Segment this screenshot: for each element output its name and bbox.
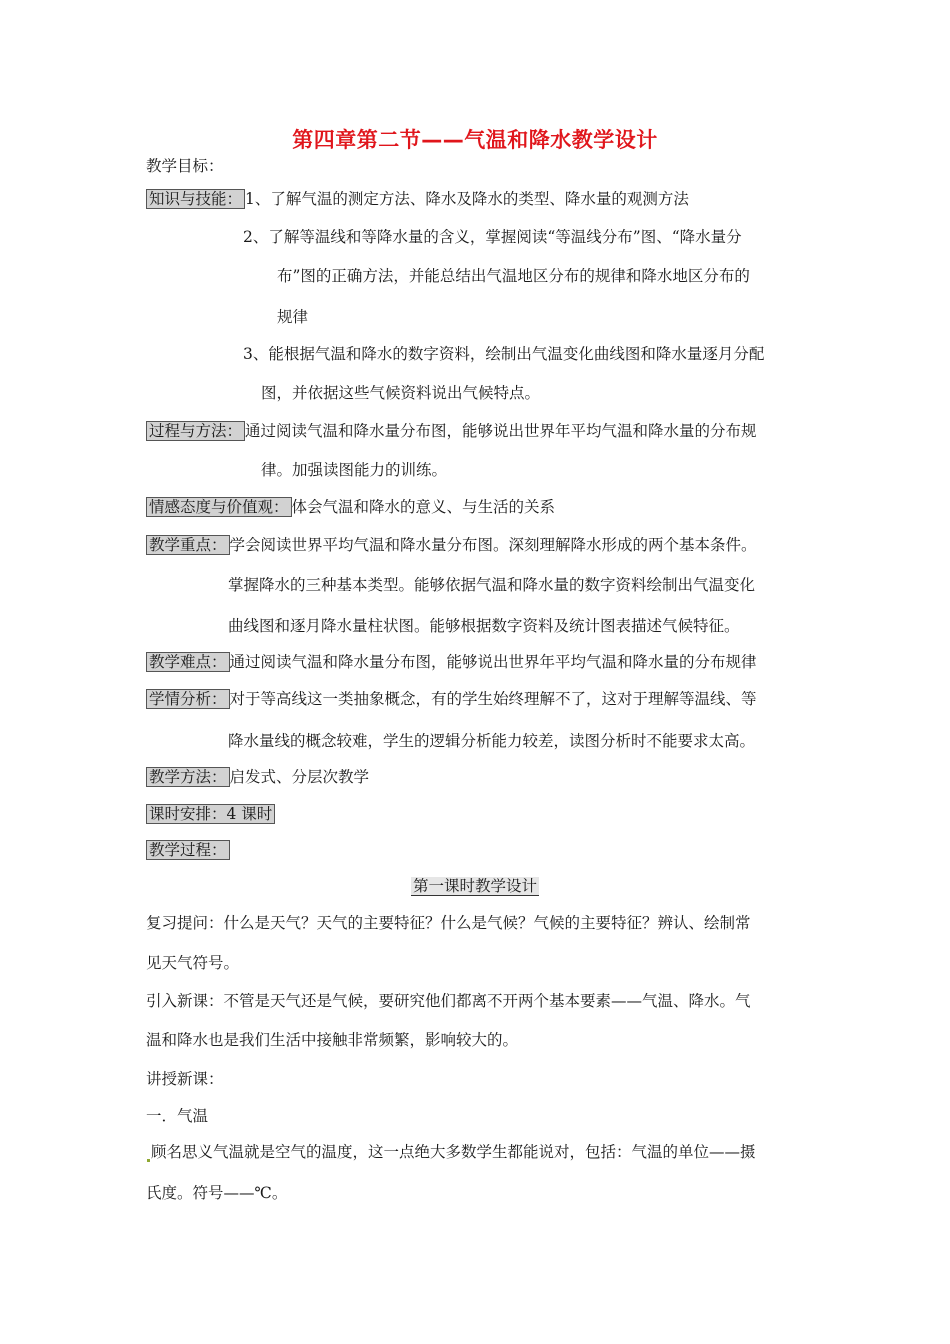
knowledge-item-2-line-1: 2、了解等温线和等降水量的含义，掌握阅读“等温线分布”图、“降水量分 bbox=[243, 228, 742, 246]
key-points-line-3: 曲线图和逐月降水量柱状图。能够根据数字资料及统计图表描述气候特征。 bbox=[228, 617, 740, 635]
edit-mark-icon bbox=[147, 1159, 150, 1162]
process-label: 过程与方法： bbox=[146, 421, 245, 441]
emotion-text: 体会气温和降水的意义、与生活的关系 bbox=[291, 498, 556, 516]
schedule-label: 课时安排：4 课时 bbox=[146, 804, 275, 824]
knowledge-item-3-line-1: 3、能根据气温和降水的数字资料，绘制出气温变化曲线图和降水量逐月分配 bbox=[243, 345, 765, 363]
difficulty-label: 教学难点： bbox=[146, 652, 230, 672]
knowledge-item-1: 1、了解气温的测定方法、降水及降水的类型、降水量的观测方法 bbox=[245, 190, 689, 208]
knowledge-item-3-line-2: 图，并依据这些气候资料说出气候特点。 bbox=[261, 384, 541, 402]
intro-line-1: 引入新课：不管是天气还是气候，要研究他们都离不开两个基本要素——气温、降水。气 bbox=[146, 992, 751, 1010]
key-points-label: 教学重点： bbox=[146, 535, 230, 555]
intro-line-2: 温和降水也是我们生活中接触非常频繁，影响较大的。 bbox=[146, 1031, 519, 1049]
procedure-label: 教学过程： bbox=[146, 840, 230, 860]
goals-heading: 教学目标： bbox=[146, 157, 224, 175]
key-points-line-1: 学会阅读世界平均气温和降水量分布图。深刻理解降水形成的两个基本条件。 bbox=[229, 536, 757, 554]
body-line-1 bbox=[146, 1142, 756, 1162]
process-line-2: 律。加强读图能力的训练。 bbox=[261, 461, 448, 479]
difficulty-text: 通过阅读气温和降水量分布图，能够说出世界年平均气温和降水量的分布规律 bbox=[229, 653, 757, 671]
emotion-row bbox=[146, 497, 555, 517]
process-line-1: 通过阅读气温和降水量分布图，能够说出世界年平均气温和降水量的分布规 bbox=[245, 422, 757, 440]
review-line-2: 见天气符号。 bbox=[146, 954, 240, 972]
emotion-label: 情感态度与价值观： bbox=[146, 497, 292, 517]
key-points-line-2: 掌握降水的三种基本类型。能够依据气温和降水量的数字资料绘制出气温变化 bbox=[228, 576, 756, 594]
analysis-label: 学情分析： bbox=[146, 689, 230, 709]
body-line-1-text: 顾名思义气温就是空气的温度，这一点绝大多数学生都能说对，包括：气温的单位——摄 bbox=[151, 1143, 756, 1161]
method-text: 启发式、分层次教学 bbox=[229, 768, 370, 786]
schedule-row bbox=[146, 804, 275, 824]
process-row bbox=[146, 421, 757, 441]
analysis-line-2: 降水量线的概念较难，学生的逻辑分析能力较差，读图分析时不能要求太高。 bbox=[228, 732, 756, 750]
body-line-2: 氏度。符号——℃。 bbox=[146, 1184, 288, 1202]
lesson1-heading-row bbox=[0, 876, 950, 896]
knowledge-label: 知识与技能： bbox=[146, 189, 245, 209]
key-points-row bbox=[146, 535, 757, 555]
knowledge-row bbox=[146, 189, 689, 209]
section-1-heading: 一．气温 bbox=[146, 1107, 209, 1125]
difficulty-row bbox=[146, 652, 757, 672]
analysis-line-1: 对于等高线这一类抽象概念，有的学生始终理解不了，这对于理解等温线、等 bbox=[229, 690, 757, 708]
review-line-1: 复习提问：什么是天气？天气的主要特征？什么是气候？气候的主要特征？辨认、绘制常 bbox=[146, 914, 751, 932]
lesson1-heading: 第一课时教学设计 bbox=[412, 877, 537, 895]
knowledge-item-2-line-3: 规律 bbox=[277, 308, 309, 326]
procedure-row bbox=[146, 840, 230, 860]
method-label: 教学方法： bbox=[146, 767, 230, 787]
page-title: 第四章第二节——气温和降水教学设计 bbox=[292, 128, 658, 152]
method-row bbox=[146, 767, 369, 787]
analysis-row bbox=[146, 689, 757, 709]
teach-heading: 讲授新课： bbox=[146, 1070, 224, 1088]
knowledge-item-2-line-2: 布”图的正确方法，并能总结出气温地区分布的规律和降水地区分布的 bbox=[277, 267, 750, 285]
